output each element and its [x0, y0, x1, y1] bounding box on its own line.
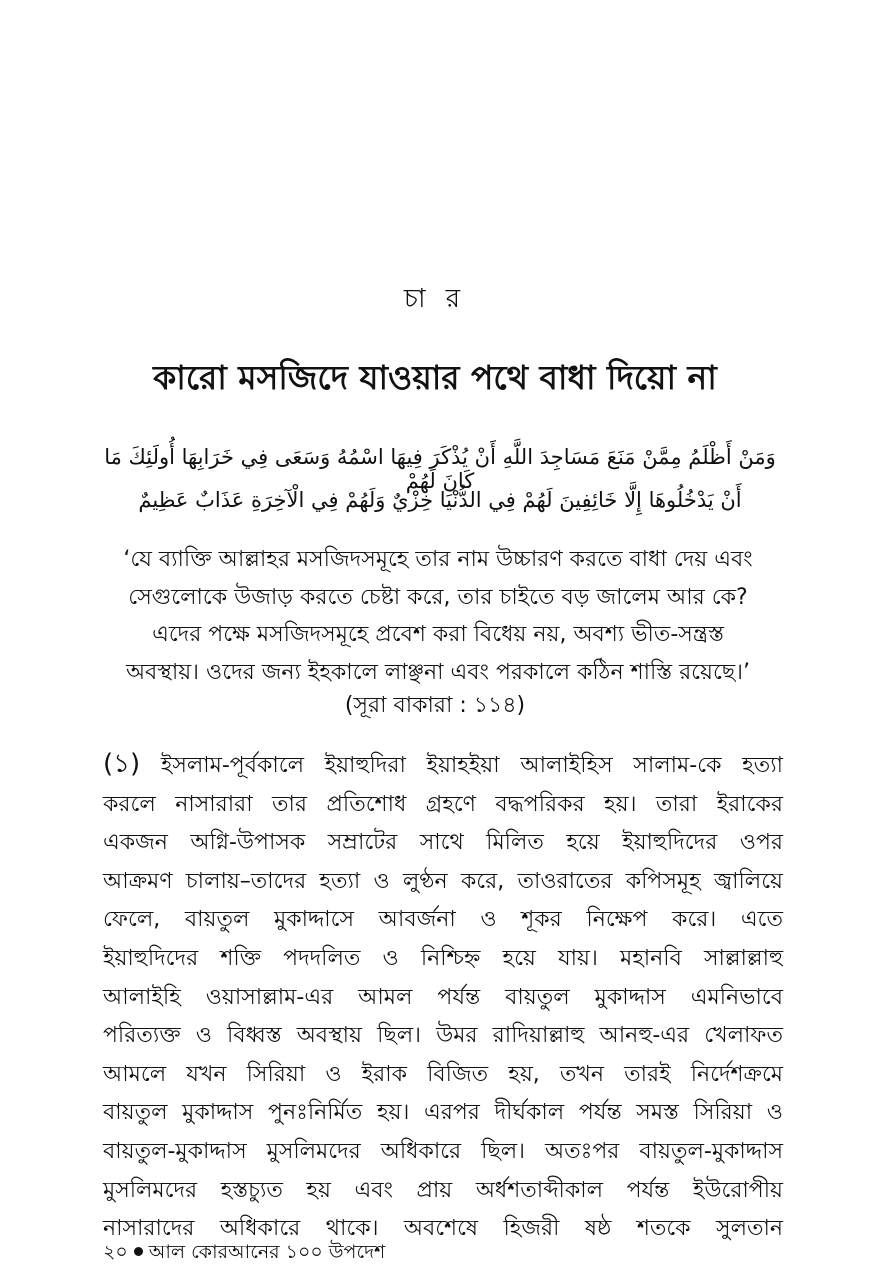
chapter-number: চা র: [403, 284, 467, 314]
paragraph-line: একজন অগ্নি-উপাসক সম্রাটের সাথে মিলিত হয়ে ইয়াহুদিদের ওপর: [103, 830, 783, 856]
paragraph-number: (১): [103, 749, 141, 779]
translation-line: অবস্থায়। ওদের জন্য ইহকালে লাঞ্ছনা এবং পরকালে কঠিন শাস্তি রয়েছে।’: [125, 659, 751, 685]
page-number: ২০: [103, 1241, 128, 1263]
verse-arabic-line-1: وَمَنْ أَظْلَمُ مِمَّنْ مَنَعَ مَسَاجِدَ اللَّهِ أَنْ يُذْكَرَ فِيهَا اسْمُهُ وَسَعَى فِي خَرَابِهَا أُولَئِكَ مَا كَانَ لَهُمْ: [104, 445, 776, 493]
chapter-title: কারো মসজিদে যাওয়ার পথে বাধা দিয়ো না: [153, 358, 717, 397]
paragraph-line: আমলে যখন সিরিয়া ও ইরাক বিজিত হয়, তখন তারই নির্দেশক্রমে: [103, 1061, 783, 1087]
paragraph-line: পরিত্যক্ত ও বিধ্বস্ত অবস্থায় ছিল। উমর রাদিয়াল্লাহু আনহু-এর খেলাফত: [103, 1023, 783, 1049]
verse-reference: (সূরা বাকারা : ১১৪): [344, 693, 526, 718]
commentary-paragraph: [103, 745, 783, 1249]
paragraph-line: আক্রমণ চালায়–তাদের হত্যা ও লুণ্ঠন করে, তাওরাতের কপিসমূহ জ্বালিয়ে: [103, 868, 783, 894]
paragraph-line: নাসারাদের অধিকারে থাকে। অবশেষে হিজরী ষষ্ঠ শতকে সুলতান: [103, 1216, 783, 1242]
paragraph-line-text: ইসলাম-পূর্বকালে ইয়াহুদিরা ইয়াহইয়া আলাইহিস সালাম-কে হত্যা: [160, 753, 783, 778]
paragraph-line: ইয়াহুদিদের শক্তি পদদলিত ও নিশ্চিহ্ন হয়ে যায়। মহানবি সাল্লাল্লাহু: [103, 945, 783, 971]
verse-translation: [103, 541, 773, 691]
paragraph-line: ফেলে, বায়তুল মুকাদ্দাসে আবর্জনা ও শূকর নিক্ষেপ করে। এতে: [103, 907, 783, 933]
paragraph-line: [103, 745, 783, 786]
translation-line: ‘যে ব্যাক্তি আল্লাহর মসজিদসমূহে তার নাম উচ্চারণ করতে বাধা দেয় এবং: [123, 547, 753, 572]
paragraph-line: মুসলিমদের হস্তচ্যুত হয় এবং প্রায় অর্ধশতাব্দীকাল পর্যন্ত ইউরোপীয়: [103, 1177, 783, 1203]
paragraph-line: বায়তুল-মুকাদ্দাস মুসলিমদের অধিকারে ছিল। অতঃপর বায়তুল-মুকাদ্দাস: [103, 1138, 783, 1164]
verse-arabic-line-2: أَنْ يَدْخُلُوهَا إِلَّا خَائِفِينَ لَهُمْ فِي الدُّنْيَا خِزْيٌ وَلَهُمْ فِي الْآخِرَةِ عَذَابٌ عَظِيمٌ: [138, 488, 742, 512]
translation-line: এদের পক্ষে মসজিদসমূহে প্রবেশ করা বিধেয় নয়, অবশ্য ভীত-সন্ত্রস্ত: [152, 622, 724, 647]
paragraph-line: আলাইহি ওয়াসাল্লাম-এর আমল পর্যন্ত বায়তুল মুকাদ্দাস এমনিভাবে: [103, 984, 783, 1010]
paragraph-line: বায়তুল মুকাদ্দাস পুনঃনির্মিত হয়। এরপর দীর্ঘকাল পর্যন্ত সমস্ত সিরিয়া ও: [103, 1100, 783, 1126]
bullet-dot-icon: [134, 1247, 143, 1256]
page-footer: [103, 1238, 385, 1270]
book-title: আল কোরআনের ১০০ উপদেশ: [148, 1241, 386, 1263]
translation-line: সেগুলোকে উজাড় করতে চেষ্টা করে, তার চাইতে বড় জালেম আর কে?: [128, 584, 748, 610]
paragraph-line: করলে নাসারারা তার প্রতিশোধ গ্রহণে বদ্ধপরিকর হয়। তারা ইরাকের: [103, 791, 783, 817]
